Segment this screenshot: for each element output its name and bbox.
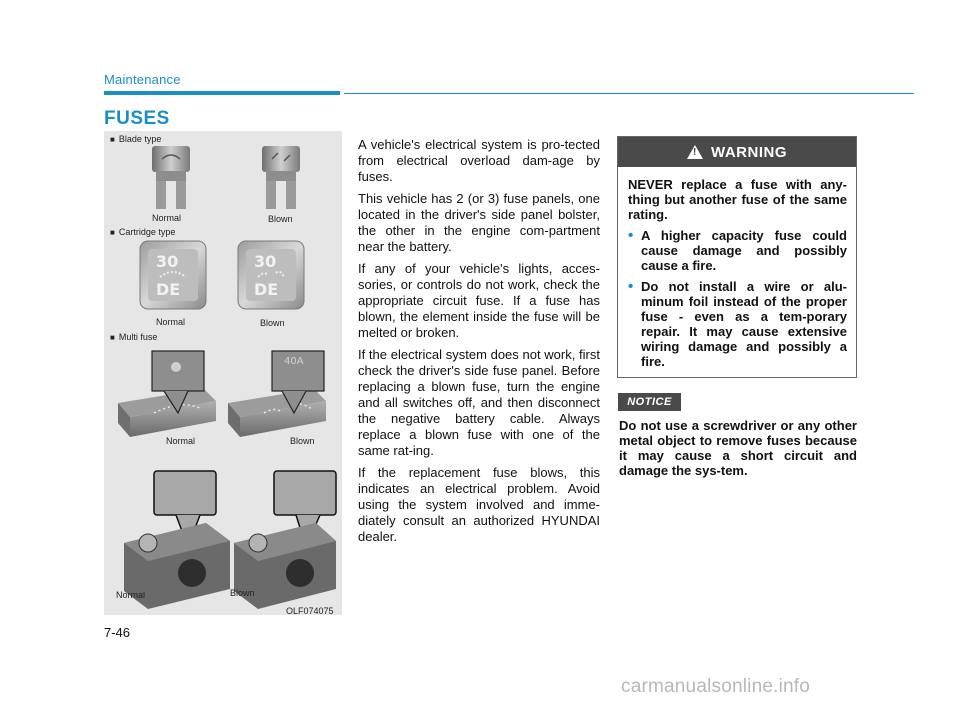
page-number: 7-46 — [104, 625, 131, 640]
warning-box — [617, 136, 857, 378]
cartridge-normal-label: Normal — [156, 317, 186, 327]
multi-fuse-heading: ■ Multi fuse — [110, 332, 157, 342]
warning-triangle-icon: ! — [687, 145, 703, 159]
page-title: FUSES — [104, 108, 170, 129]
multi-fuse-normal — [118, 351, 216, 437]
header-rule — [344, 93, 914, 94]
cartridge-type-heading: ■ Cartridge type — [110, 227, 175, 237]
multi-fuse-blown — [228, 351, 326, 437]
body-paragraph: If the replacement fuse blows, this indicates an electrical problem. Avoid using the system involved and imme-diately consult an authorized HYUNDAI dealer. — [358, 465, 600, 544]
notice-text: Do not use a screwdriver or any other metal object to remove fuses because it may cause a short circuit and damage the sys-tem. — [619, 418, 857, 478]
blade-normal-label: Normal — [152, 213, 182, 223]
body-paragraph: If any of your vehicle's lights, acces-sories, or controls do not work, check the appropriate circuit fuse. If a fuse has blown, the element inside the fuse will be melted or broken. — [358, 261, 600, 340]
figure-code: OLF074075 — [286, 606, 334, 616]
svg-text:30: 30 — [156, 252, 179, 271]
body-paragraph: A vehicle's electrical system is pro-tected from electrical overload dam-age by fuses. — [358, 137, 600, 184]
fuse-illustration — [104, 131, 342, 615]
multi-blown-label: Blown — [290, 436, 315, 446]
svg-text:40A: 40A — [284, 356, 304, 367]
warning-title: WARNING — [711, 143, 787, 161]
cartridge-fuse-normal — [140, 241, 206, 309]
warning-body — [618, 167, 856, 369]
blade-blown-label: Blown — [268, 214, 293, 224]
footer-watermark: carmanualsonline.info — [621, 676, 811, 697]
cartridge-fuse-blown — [238, 241, 304, 309]
warning-list — [628, 228, 847, 369]
blade-fuse-normal — [152, 146, 190, 209]
block-normal-label: Normal — [116, 590, 146, 600]
warning-intro: NEVER replace a fuse with any-thing but another fuse of the same rating. — [628, 177, 847, 222]
cartridge-blown-label: Blown — [260, 318, 285, 328]
warning-header — [618, 137, 856, 167]
svg-text:DE: DE — [156, 280, 181, 299]
svg-text:DE: DE — [254, 280, 279, 299]
body-paragraph: If the electrical system does not work, first check the driver's side fuse panel. Before replacing a blown fuse, turn the engine and all switches off, and then disconnect the negative battery cable. Always replace a blown fuse with one of the same rat-ing. — [358, 347, 600, 458]
fuse-block-normal — [124, 471, 230, 609]
notice-badge: NOTICE — [618, 393, 681, 411]
fuse-drawings — [104, 131, 342, 615]
block-blown-label: Blown — [230, 588, 255, 598]
multi-normal-label: Normal — [166, 436, 196, 446]
blade-type-heading: ■ Blade type — [110, 134, 161, 144]
section-label: Maintenance — [104, 72, 181, 87]
svg-text:30: 30 — [254, 252, 277, 271]
warning-bullet: • A higher capacity fuse could cause damage and possibly cause a fire. — [628, 228, 847, 273]
body-text — [358, 137, 600, 551]
header-accent-bar — [104, 91, 340, 95]
body-paragraph: This vehicle has 2 (or 3) fuse panels, one located in the driver's side panel bolster, the other in the engine com-partment near the battery. — [358, 191, 600, 254]
blade-fuse-blown — [262, 146, 300, 209]
warning-bullet: • Do not install a wire or alu-minum foil instead of the proper fuse - even as a tem-porary repair. It may cause extensive wiring damage and possibly a fire. — [628, 279, 847, 369]
